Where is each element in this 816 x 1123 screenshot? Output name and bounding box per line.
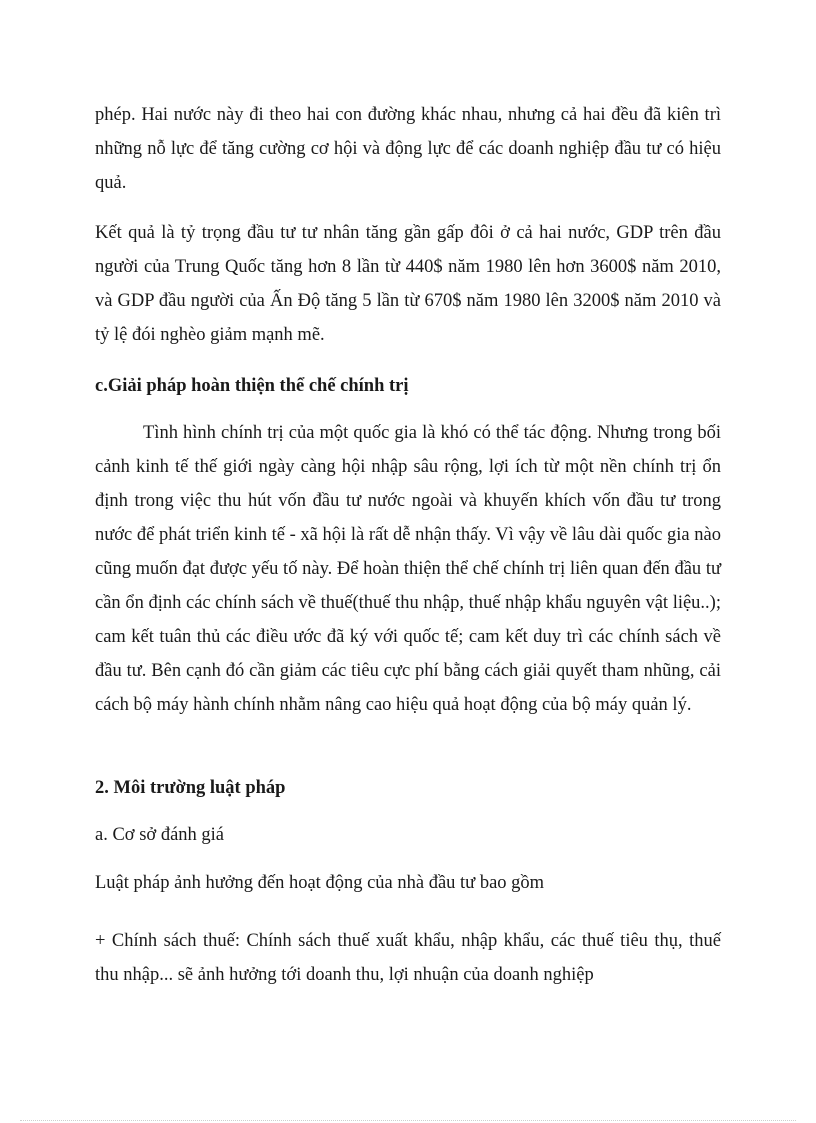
paragraph-text: Kết quả là tỷ trọng đầu tư tư nhân tăng gần gấp đôi ở cả hai nước, GDP trên đầu người của Trung Quốc tăng hơn 8 lần từ 440$ năm 1980 lên hơn 3600$ năm 2010, và GDP đầu người của Ấn Độ tăng 5 lần từ 670$ năm 1980 lên 3200$ năm 2010 và tỷ lệ đói nghèo giảm mạnh mẽ. xyxy=(95,223,721,345)
heading-text: c.Giải pháp hoàn thiện thể chế chính trị xyxy=(95,376,409,396)
subheading-evaluation-basis xyxy=(95,818,721,852)
paragraph-investment-results xyxy=(95,216,721,352)
paragraph-investment-paths xyxy=(95,98,721,200)
paragraph-text: Tình hình chính trị của một quốc gia là khó có thể tác động. Nhưng trong bối cảnh kinh tế thế giới ngày càng hội nhập sâu rộng, lợi ích từ một nền chính trị ổn định trong việc thu hút vốn đầu tư nước ngoài và khuyến khích vốn đầu tư trong nước để phát triển kinh tế - xã hội là rất dễ nhận thấy. Vì vậy về lâu dài quốc gia nào cũng muốn đạt được yếu tố này. Để hoàn thiện thể chế chính trị liên quan đến đầu tư cần ổn định các chính sách về thuế(thuế thu nhập, thuế nhập khẩu nguyên vật liệu..); cam kết tuân thủ các điều ước đã ký với quốc tế; cam kết duy trì các chính sách về đầu tư. Bên cạnh đó cần giảm các tiêu cực phí bằng cách giải quyết tham nhũng, cải cách bộ máy hành chính nhằm nâng cao hiệu quả hoạt động của bộ máy quản lý. xyxy=(95,423,721,715)
section-heading-political xyxy=(95,369,721,403)
paragraph-text: Luật pháp ảnh hưởng đến hoạt động của nhà đầu tư bao gồm xyxy=(95,873,545,893)
page-bottom-divider xyxy=(20,1120,796,1121)
paragraph-tax-policy xyxy=(95,924,721,992)
section-heading-legal xyxy=(95,771,721,805)
paragraph-law-impact-intro xyxy=(95,866,721,900)
heading-text: 2. Môi trường luật pháp xyxy=(95,778,286,798)
paragraph-political-solutions xyxy=(95,416,721,722)
subheading-text: a. Cơ sở đánh giá xyxy=(95,825,225,845)
paragraph-text: phép. Hai nước này đi theo hai con đường khác nhau, nhưng cả hai đều đã kiên trì những nỗ lực để tăng cường cơ hội và động lực để các doanh nghiệp đầu tư có hiệu quả. xyxy=(95,105,721,193)
paragraph-text: + Chính sách thuế: Chính sách thuế xuất khẩu, nhập khẩu, các thuế tiêu thụ, thuế thu nhập... sẽ ảnh hưởng tới doanh thu, lợi nhuận của doanh nghiệp xyxy=(95,931,721,985)
